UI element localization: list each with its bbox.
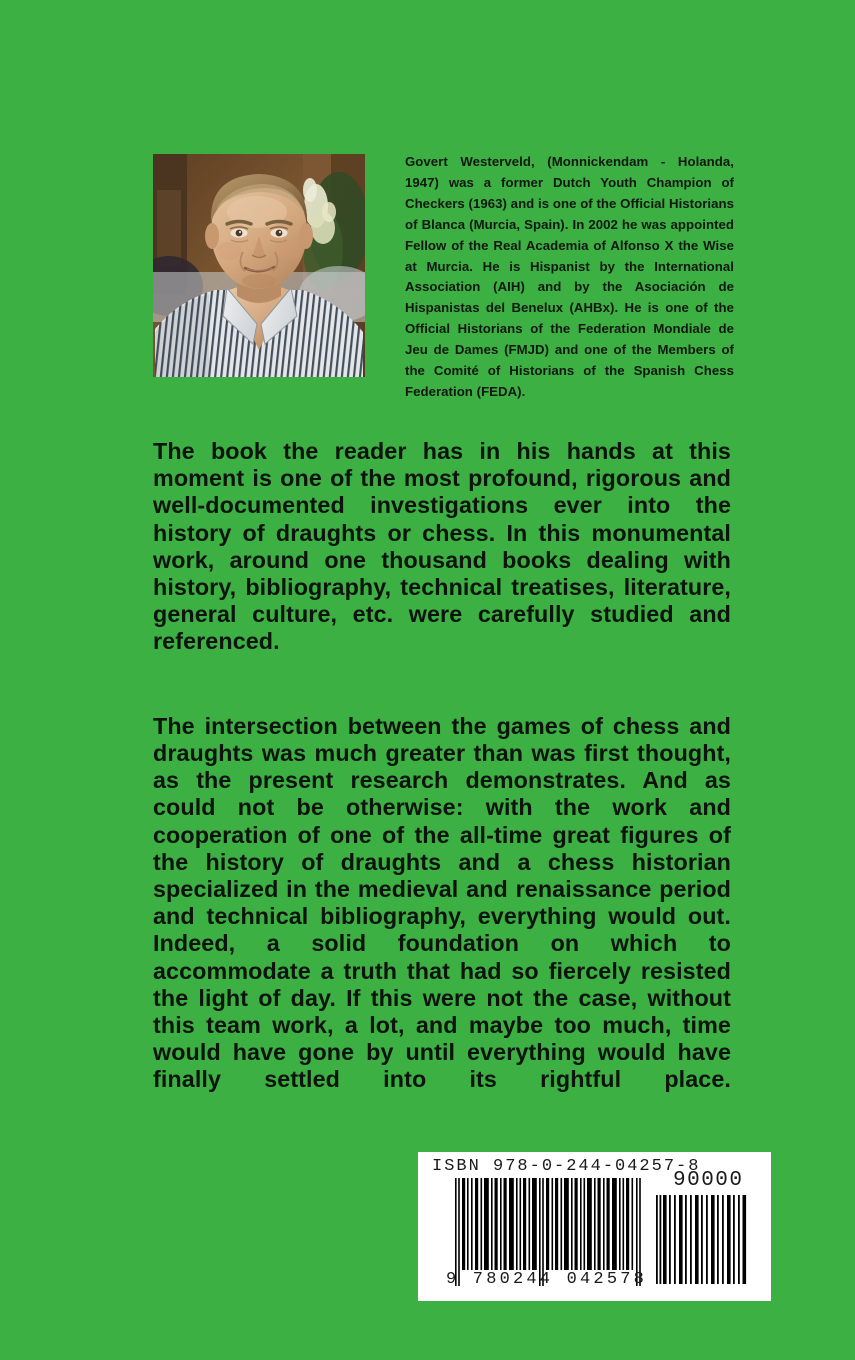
isbn-barcode-inner: [418, 1152, 771, 1301]
blurb-paragraph-2: The intersection between the games of chess and draughts was much greater than was first thought, as the present research demonstrates. And as could not be otherwise: with the work and cooperation of one of the all-time great figures of the history of draughts and a chess historian specialized in the medieval and renaissance period and technical bibliography, everything would out. Indeed, a solid foundation on which to accommodate a truth that had so fiercely resisted the light of day. If this were not the case, without this team work, a lot, and maybe too much, time would have gone by until everything would have finally settled into its rightful place.: [153, 712, 731, 1093]
isbn-number-label: ISBN 978-0-244-04257-8: [432, 1157, 701, 1176]
barcode-addon-label: 90000: [673, 1169, 744, 1192]
blurb-block: [153, 438, 731, 1121]
isbn-barcode: [418, 1152, 771, 1301]
author-bio-block: [405, 152, 734, 403]
author-photo: [153, 154, 365, 377]
ean13-human-readable-digits: 9 780244 042578: [446, 1270, 648, 1289]
blurb-paragraph-1: The book the reader has in his hands at this moment is one of the most profound, rigorous and well-documented investigations ever into the history of draughts or chess. In this monumental work, around one thousand books dealing with history, bibliography, technical treatises, literature, general culture, etc. were carefully studied and referenced.: [153, 438, 731, 655]
author-photo-image: [153, 154, 365, 377]
ean5-addon-bars: [656, 1195, 749, 1284]
author-bio-text: Govert Westerveld, (Monnickendam - Holanda, 1947) was a former Dutch Youth Champion of Checkers (1963) and is one of the Official Historians of Blanca (Murcia, Spain). In 2002 he was appointed Fellow of the Real Academia of Alfonso X the Wise at Murcia. He is Hispanist by the International Association (AIH) and by the Asociación de Hispanistas del Benelux (AHBx). He is one of the Official Historians of the Federation Mondiale de Jeu de Dames (FMJD) and one of the Members of the Comité of Historians of the Spanish Chess Federation (FEDA).: [405, 154, 734, 399]
ean5-addon-bars-svg: [656, 1195, 749, 1284]
